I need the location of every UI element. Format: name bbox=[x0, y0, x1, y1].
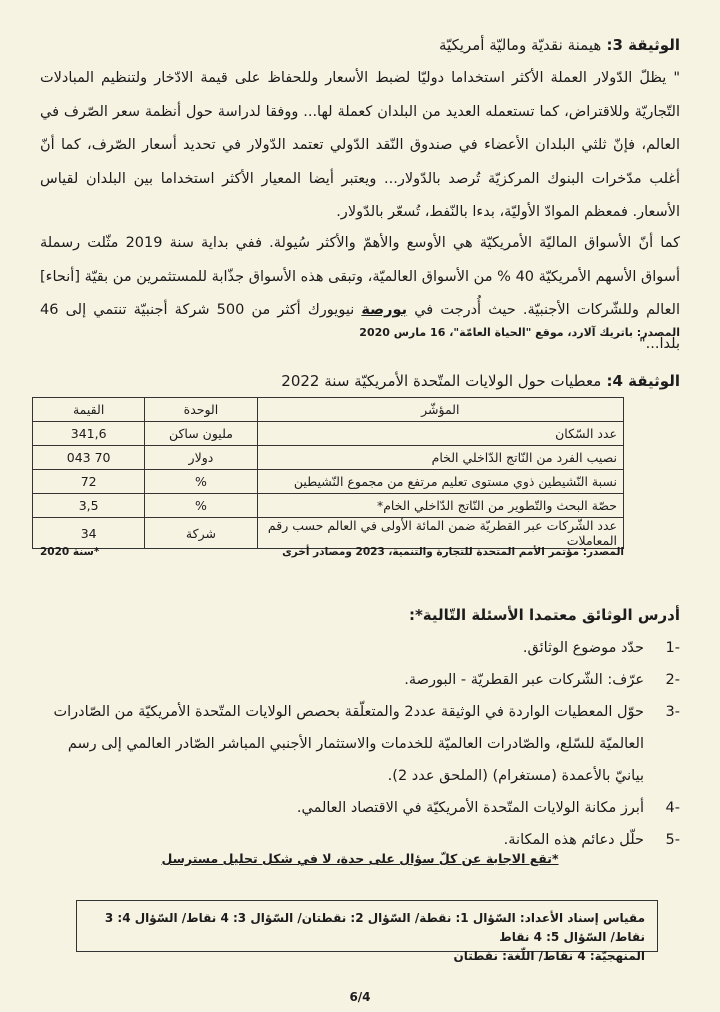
doc4-footnote: *سنة 2020 bbox=[40, 546, 100, 558]
row-unit: شركة bbox=[145, 518, 257, 549]
question-number: -1 bbox=[665, 640, 680, 656]
doc4-title: الوثيقة 4: bbox=[606, 372, 680, 390]
row-indicator: نصيب الفرد من النّاتج الدّاخلي الخام bbox=[257, 446, 623, 470]
rubric-line-1: مقياس إسناد الأعداد: السّؤال 1: نقطة/ السّؤال 2: نقطتان/ السّؤال 3: 4 نقاط/ السّؤال 4: 3 نقاط/ السّؤال 5: 4 نقاط bbox=[104, 911, 645, 944]
header-unit: الوحدة bbox=[145, 398, 257, 422]
question-number: -2 bbox=[665, 672, 680, 688]
doc4-subtitle: معطيات حول الولايات المتّحدة الأمريكيّة سنة 2022 bbox=[281, 372, 602, 390]
doc3-para2-part-b: نيويورك أكثر من 500 شركة أجنبيّة تنتمي إلى 46 بلدا..." bbox=[40, 302, 680, 352]
row-value: 70 043 bbox=[33, 446, 145, 470]
row-value: 341,6 bbox=[33, 422, 145, 446]
question-text: حلّل دعائم هذه المكانة. bbox=[503, 832, 644, 848]
doc3-subtitle: هيمنة نقديّة وماليّة أمريكيّة bbox=[438, 36, 602, 54]
doc3-source: المصدر: باتريك آلارد، موقع "الحياة العامّة"، 16 مارس 2020 bbox=[359, 326, 680, 339]
questions-list bbox=[40, 632, 680, 856]
doc3-bourse-term: بورصة bbox=[361, 302, 408, 318]
question-number: -4 bbox=[665, 800, 680, 816]
row-unit: % bbox=[145, 494, 257, 518]
question-text: أبرز مكانة الولايات المتّحدة الأمريكيّة في الاقتصاد العالمي. bbox=[296, 800, 644, 816]
row-indicator: عدد السّكان bbox=[257, 422, 623, 446]
question-item bbox=[40, 696, 680, 792]
doc3-para2-text bbox=[40, 227, 680, 361]
question-text: حدّد موضوع الوثائق. bbox=[522, 640, 644, 656]
table-row bbox=[33, 422, 624, 446]
row-indicator: عدد الشّركات عبر القطريّة ضمن المائة الأولى في العالم حسب رقم المعاملات bbox=[257, 518, 623, 549]
doc3-para2-part-a: كما أنّ الأسواق الماليّة الأمريكيّة هي الأوسع والأهمّ والأكثر سُيولة. ففي بداية سنة 2019 مثّلت رسملة أسواق الأسهم الأمريكيّة 40 % من الأسواق العالميّة، وتبقى هذه الأسواق جذّابة للمستثمرين من بقيّة [أنحاء] العالم وللشّركات الأجنبيّة. حيث أُدرجت في bbox=[40, 235, 681, 318]
page-number: 6/4 bbox=[349, 990, 371, 1004]
question-item bbox=[40, 664, 680, 696]
doc4-source: المصدر: مؤتمر الأمم المتحدة للتجارة والتنمية، 2023 ومصادر أخرى bbox=[282, 546, 624, 558]
question-number: -3 bbox=[665, 704, 680, 720]
row-indicator: نسبة النّشيطين ذوي مستوى تعليم مرتفع من مجموع النّشيطين bbox=[257, 470, 623, 494]
table-row bbox=[33, 518, 624, 549]
table-row bbox=[33, 446, 624, 470]
rubric-line-2: المنهجيّة: 4 نقاط/ اللّغة: نقطتان bbox=[453, 949, 645, 963]
row-value: 72 bbox=[33, 470, 145, 494]
header-value: القيمة bbox=[33, 398, 145, 422]
row-unit: دولار bbox=[145, 446, 257, 470]
doc4-heading bbox=[281, 372, 680, 390]
doc3-heading bbox=[439, 36, 680, 54]
table-row bbox=[33, 470, 624, 494]
header-indicator: المؤشّر bbox=[257, 398, 623, 422]
row-value: 34 bbox=[33, 518, 145, 549]
row-unit: مليون ساكن bbox=[145, 422, 257, 446]
table-header-row bbox=[33, 398, 624, 422]
answer-note: *تقع الاجابة عن كلّ سؤال على حدة، لا في شكل تحليل مسترسل bbox=[161, 851, 559, 866]
instructions-heading: أدرس الوثائق معتمدا الأسئلة التّالية*: bbox=[408, 606, 680, 624]
row-value: 3,5 bbox=[33, 494, 145, 518]
question-number: -5 bbox=[665, 832, 680, 848]
question-text: عرّف: الشّركات عبر القطريّة - البورصة. bbox=[404, 672, 644, 688]
row-indicator: حصّة البحث والتّطوير من النّاتج الدّاخلي الخام* bbox=[257, 494, 623, 518]
question-item bbox=[40, 632, 680, 664]
question-item bbox=[40, 792, 680, 824]
doc3-paragraph-1 bbox=[40, 62, 680, 230]
doc3-title: الوثيقة 3: bbox=[606, 36, 680, 54]
row-unit: % bbox=[145, 470, 257, 494]
grading-rubric-box bbox=[76, 900, 658, 963]
doc3-para1-text: " يظلّ الدّولار العملة الأكثر استخداما دوليّا لضبط الأسعار وللحفاظ على قيمة الادّخار ولتنظيم المبادلات التّجاريّة وللاقتراض، كما تستعمله العديد من البلدان كعملة لها... ووفقا لدراسة حول أنظمة سعر الصّرف في العالم، فإنّ ثلثي البلدان الأعضاء في صندوق النّقد الدّولي تعتمد الدّولار في تحديد أسعار الصّرف، كما أنّ أغلب مدّخرات البنوك المركزيّة تُرصد بالدّولار... ويعتبر أيضا المعيار الأكثر استخداما بين البلدان لقياس الأسعار. فمعظم الموادّ الأوليّة، بدءا بالنّفط، تُسعّر بالدّولار. bbox=[40, 70, 680, 220]
doc3-paragraph-2 bbox=[40, 227, 680, 361]
table-row bbox=[33, 494, 624, 518]
question-text: حوّل المعطيات الواردة في الوثيقة عدد2 والمتعلّقة بحصص الولايات المتّحدة الأمريكيّة من الصّادرات العالميّة للسّلع، والصّادرات العالميّة للخدمات والاستثمار الأجنبي المباشر الصّادر العالمي إلى رسم بيانيّ بالأعمدة (مستغرام) (الملحق عدد 2). bbox=[53, 704, 644, 784]
doc4-data-table bbox=[32, 397, 624, 549]
